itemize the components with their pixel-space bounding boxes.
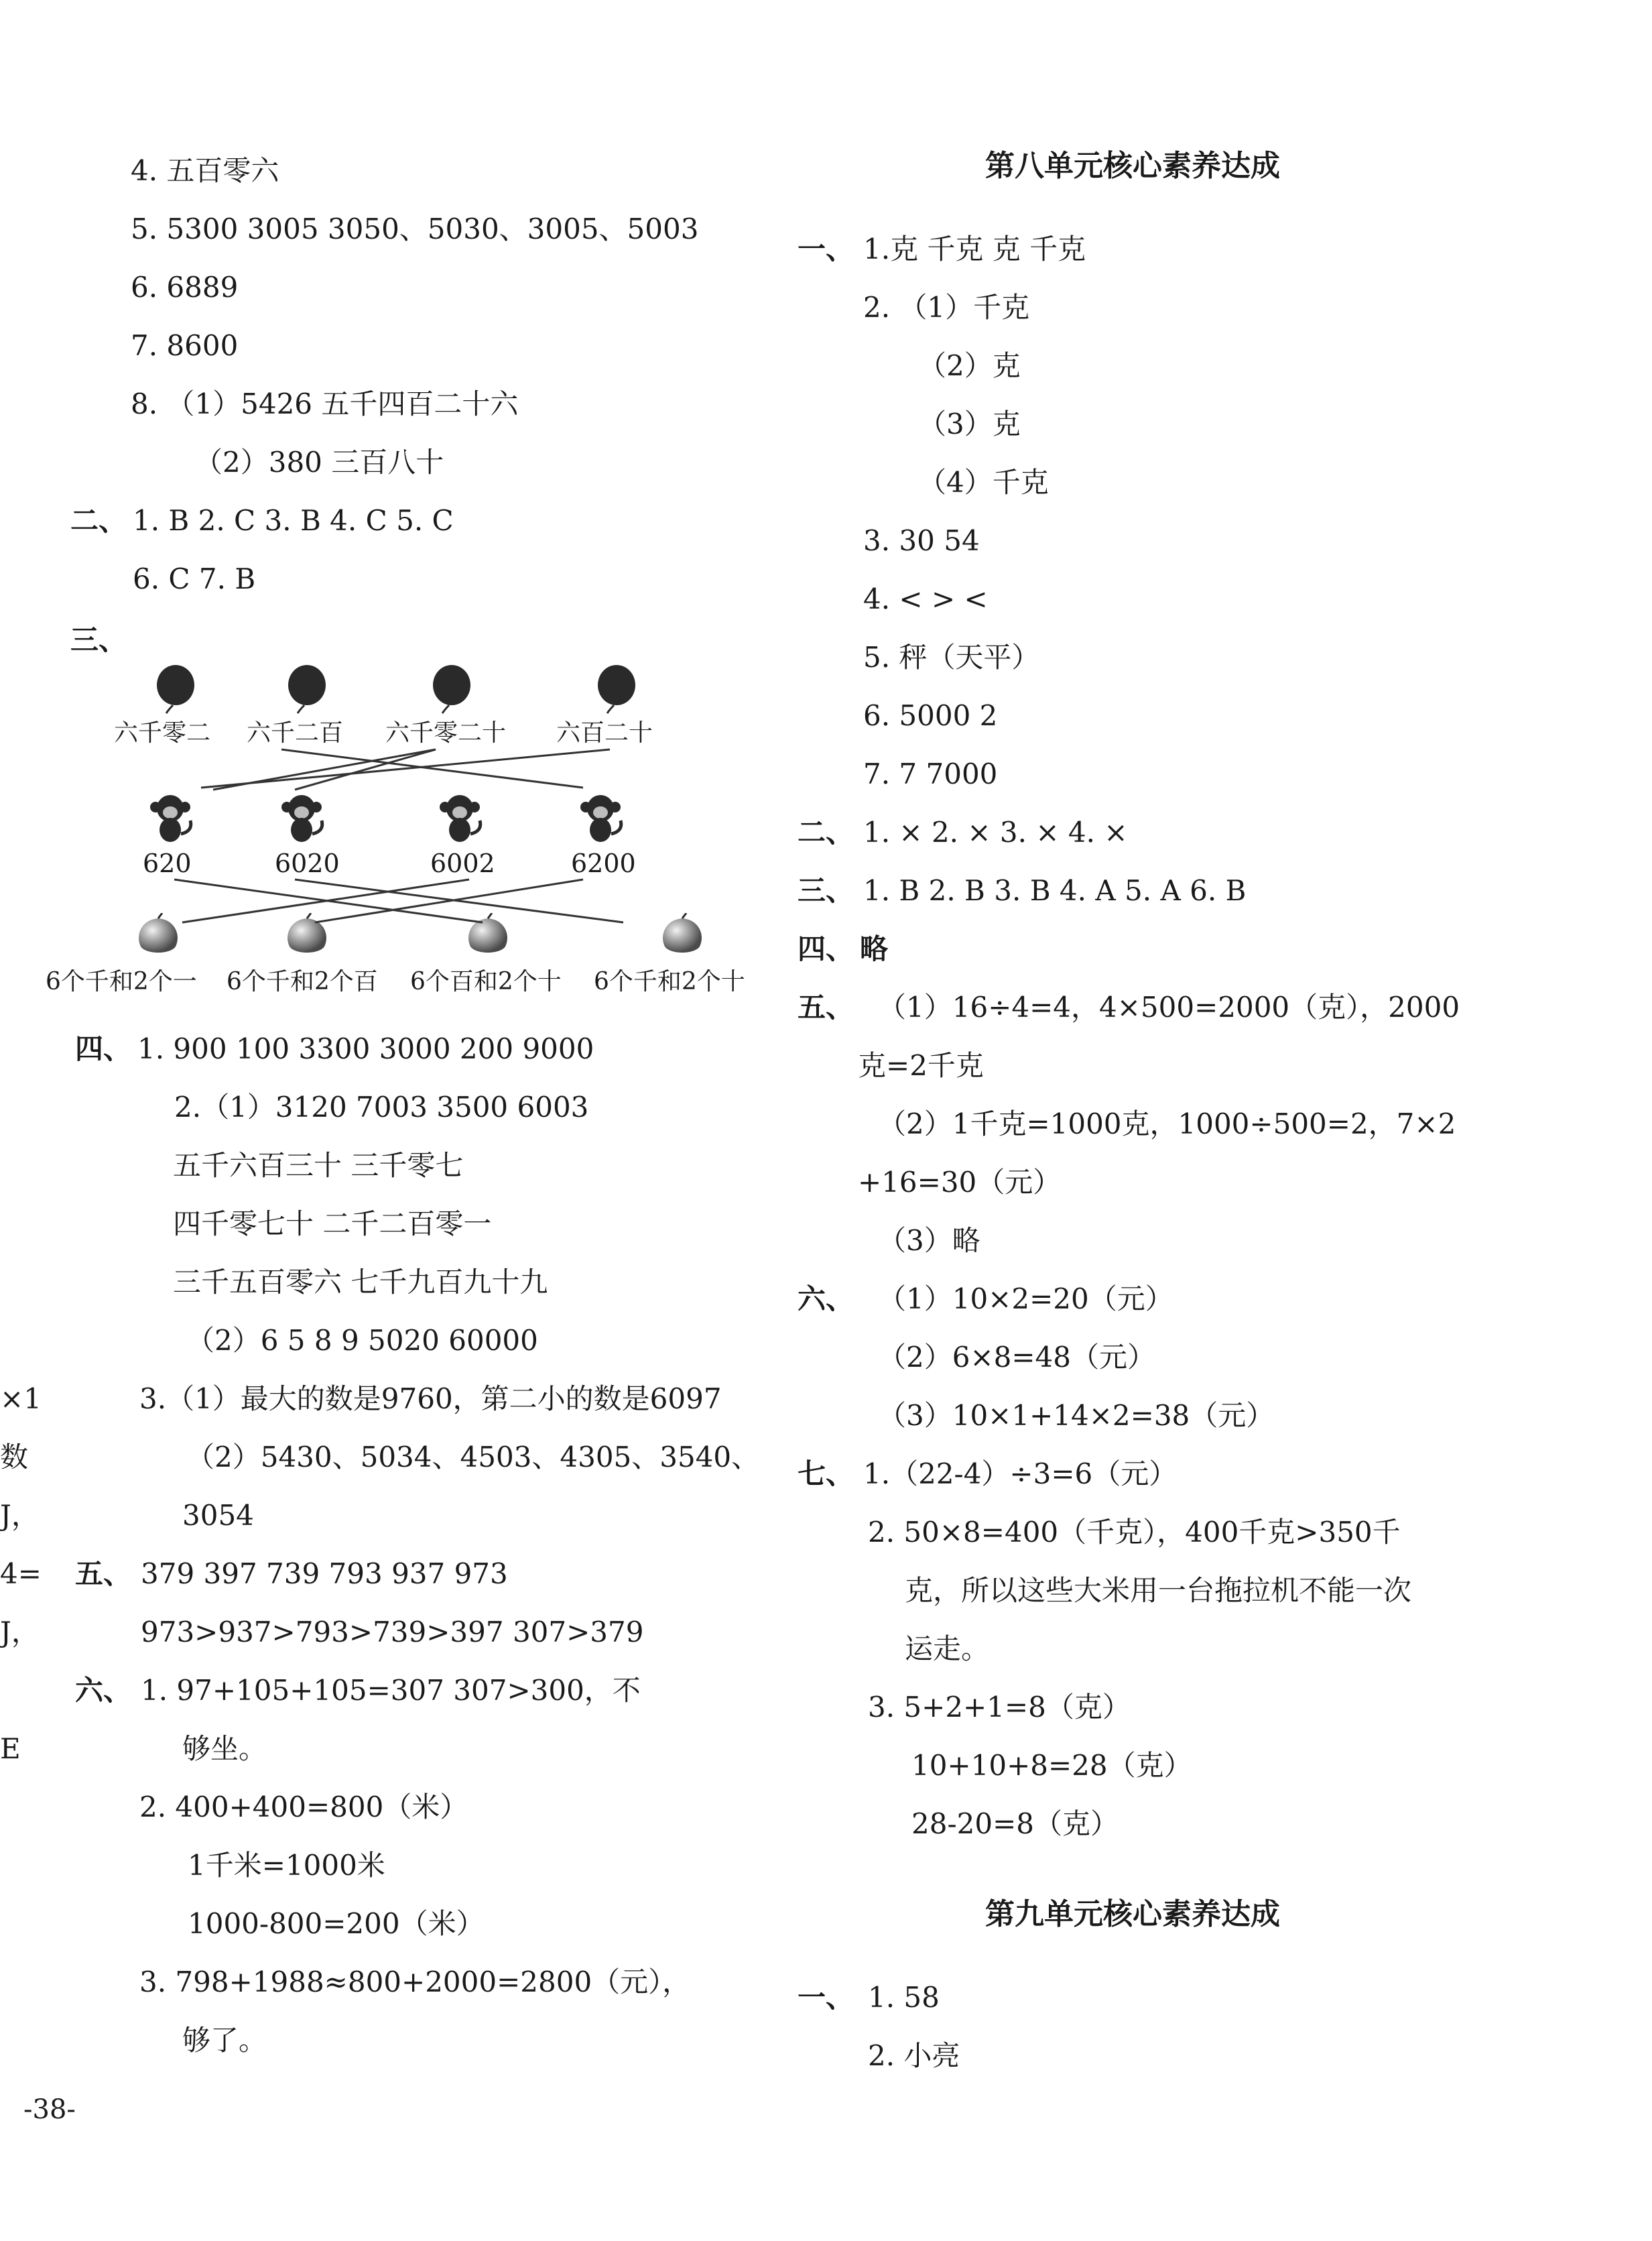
balloon-label: 六千零二 bbox=[114, 719, 211, 747]
answer-line: 6. C 7. B bbox=[133, 562, 256, 595]
answer-line: （2）380 三百八十 bbox=[194, 446, 444, 479]
section-marker: 五、 bbox=[75, 1557, 132, 1590]
answer-line: 973>937>793>739>397 307>379 bbox=[141, 1616, 644, 1648]
answer-line: 1. B 2. C 3. B 4. C 5. C bbox=[133, 504, 454, 537]
answer-line: 1000-800=200（米） bbox=[188, 1907, 485, 1940]
answer-line: 3. 798+1988≈800+2000=2800（元）， bbox=[139, 1965, 691, 1998]
monkey-number: 6020 bbox=[275, 849, 340, 878]
answer-line: 1千米=1000米 bbox=[188, 1849, 385, 1882]
answer-line: 3. 5+2+1=8（克） bbox=[868, 1691, 1131, 1723]
answer-line: 3054 bbox=[182, 1499, 254, 1532]
answer-line: 1. 58 bbox=[868, 1981, 940, 2014]
answer-line: 1.（22-4）÷3=6（元） bbox=[863, 1457, 1178, 1490]
answer-line: （3）略 bbox=[878, 1224, 980, 1257]
answer-line: 4. < > < bbox=[863, 583, 988, 615]
answer-line: （2）6 5 8 9 5020 60000 bbox=[186, 1324, 538, 1357]
peach-label: 6个千和2个百 bbox=[227, 968, 378, 995]
answer-line: 7. 7 7000 bbox=[863, 758, 998, 790]
section-title: 第九单元核心素养达成 bbox=[985, 1897, 1280, 1931]
answer-line: 三千五百零六 七千九百九十九 bbox=[173, 1266, 548, 1298]
answer-line: 1.克 千克 克 千克 bbox=[863, 233, 1086, 265]
section-marker: 七、 bbox=[798, 1457, 854, 1490]
section-marker: 六、 bbox=[798, 1282, 854, 1315]
answer-line: 够了。 bbox=[182, 2024, 267, 2057]
balloon-label: 六千零二十 bbox=[385, 719, 507, 747]
answer-line: （1）16÷4=4，4×500=2000（克），2000 bbox=[878, 991, 1460, 1024]
answer-line: 379 397 739 793 937 973 bbox=[141, 1557, 508, 1590]
edge-fragment: ×1 bbox=[0, 1382, 42, 1415]
edge-fragment: 4= bbox=[0, 1557, 42, 1590]
answer-line: 8. （1）5426 五千四百二十六 bbox=[131, 387, 519, 420]
section-marker: 三、 bbox=[798, 874, 854, 907]
section-title: 第八单元核心素养达成 bbox=[985, 149, 1280, 183]
answer-line: 6. 6889 bbox=[131, 271, 239, 304]
section-marker: 一、 bbox=[798, 233, 854, 265]
answer-line: 28-20=8（克） bbox=[911, 1807, 1119, 1840]
answer-line: 2. （1）千克 bbox=[863, 291, 1030, 324]
answer-line: 2. 小亮 bbox=[868, 2039, 960, 2072]
balloon-label: 六千二百 bbox=[247, 719, 344, 747]
match-line bbox=[295, 880, 623, 922]
section-marker: 四、 bbox=[75, 1032, 132, 1065]
section-marker: 五、 bbox=[798, 991, 854, 1024]
answer-line: 3. 30 54 bbox=[863, 524, 980, 557]
answer-line: （4）千克 bbox=[918, 466, 1049, 499]
peach-label: 6个千和2个十 bbox=[594, 968, 745, 995]
answer-line: 10+10+8=28（克） bbox=[911, 1749, 1192, 1782]
section-marker: 二、 bbox=[798, 816, 854, 849]
answer-line: 四千零七十 二千二百零一 bbox=[173, 1207, 492, 1240]
section-marker: 一、 bbox=[798, 1981, 854, 2014]
answer-line: 1. 97+105+105=307 307>300，不 bbox=[141, 1674, 641, 1707]
answer-line: 6. 5000 2 bbox=[863, 699, 998, 732]
answer-line: （2）5430、5034、4503、4305、3540、 bbox=[186, 1441, 760, 1473]
answer-line: 5. 秤（天平） bbox=[863, 641, 1040, 674]
answer-line: 2. 400+400=800（米） bbox=[139, 1791, 468, 1823]
edge-fragment: E bbox=[0, 1732, 21, 1765]
answer-line: 运走。 bbox=[905, 1632, 990, 1665]
page-number: -38- bbox=[23, 2094, 76, 2125]
answer-line: 略 bbox=[860, 932, 889, 965]
monkey-number: 6200 bbox=[571, 849, 636, 878]
answer-line: 1. B 2. B 3. B 4. A 5. A 6. B bbox=[863, 874, 1247, 907]
match-line bbox=[315, 880, 583, 922]
answer-line: （2）1千克=1000克，1000÷500=2，7×2 bbox=[878, 1107, 1456, 1140]
edge-fragment: J， bbox=[0, 1499, 40, 1532]
answer-line: （3）克 bbox=[918, 408, 1021, 440]
answer-line: 3.（1）最大的数是9760，第二小的数是6097 bbox=[139, 1382, 722, 1415]
monkey-number: 6002 bbox=[430, 849, 495, 878]
answer-line: 五千六百三十 三千零七 bbox=[173, 1149, 464, 1182]
answer-line: 够坐。 bbox=[182, 1732, 267, 1765]
edge-fragment: 数 bbox=[0, 1441, 29, 1473]
answer-line: （2）6×8=48（元） bbox=[878, 1341, 1155, 1374]
edge-fragment: J， bbox=[0, 1616, 40, 1648]
answer-line: 2.（1）3120 7003 3500 6003 bbox=[174, 1091, 589, 1124]
monkey-number: 620 bbox=[143, 849, 192, 878]
peach-label: 6个千和2个一 bbox=[46, 968, 197, 995]
answer-line: 克=2千克 bbox=[858, 1049, 984, 1082]
answer-line: 1. × 2. × 3. × 4. × bbox=[863, 816, 1128, 849]
balloon-label: 六百二十 bbox=[556, 719, 653, 747]
answer-line: 1. 900 100 3300 3000 200 9000 bbox=[137, 1032, 594, 1065]
answer-line: （2）克 bbox=[918, 349, 1021, 382]
match-line bbox=[295, 749, 436, 790]
answer-line: （3）10×1+14×2=38（元） bbox=[878, 1399, 1275, 1432]
section-marker: 六、 bbox=[75, 1674, 132, 1707]
section-marker: 四、 bbox=[798, 932, 854, 965]
answer-line: 4. 五百零六 bbox=[131, 154, 279, 187]
answer-line: 2. 50×8=400（千克），400千克>350千 bbox=[868, 1516, 1401, 1549]
matching-lines bbox=[0, 0, 771, 1006]
answer-line: （1）10×2=20（元） bbox=[878, 1282, 1173, 1315]
answer-line: 克，所以这些大米用一台拖拉机不能一次 bbox=[905, 1574, 1412, 1607]
answer-line: 7. 8600 bbox=[131, 329, 239, 362]
section-marker: 二、 bbox=[70, 504, 127, 537]
peach-label: 6个百和2个十 bbox=[410, 968, 562, 995]
answer-line: 5. 5300 3005 3050、5030、3005、5003 bbox=[131, 213, 699, 245]
answer-line: +16=30（元） bbox=[858, 1166, 1062, 1199]
section-marker: 三、 bbox=[70, 623, 127, 656]
